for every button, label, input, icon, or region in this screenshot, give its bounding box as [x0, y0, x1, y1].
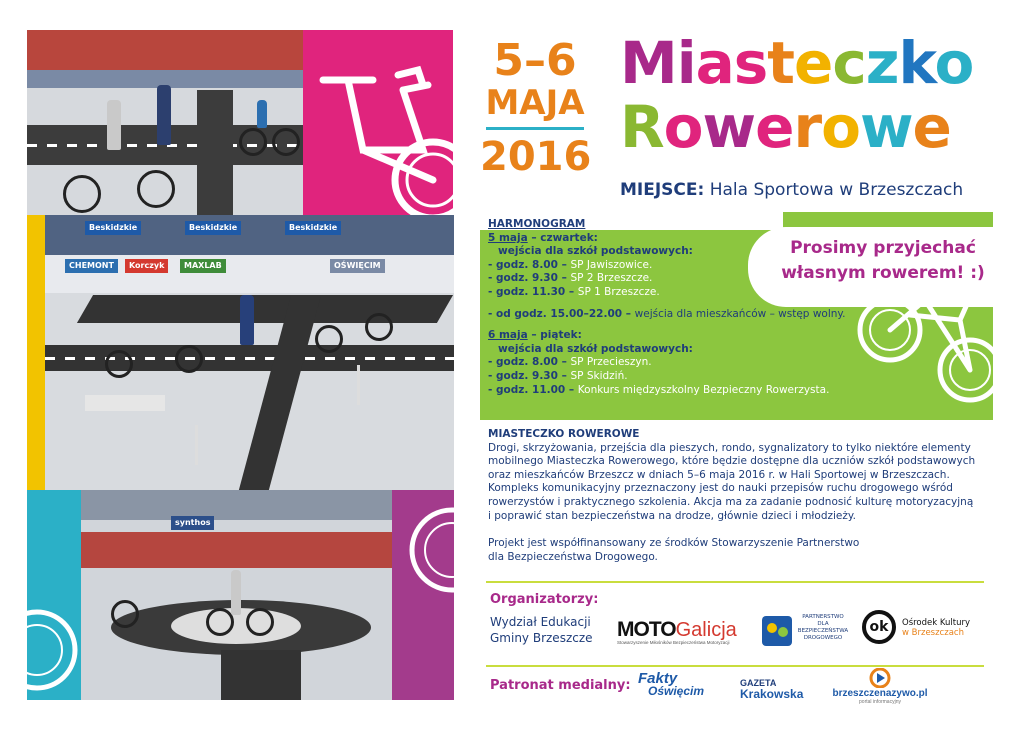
title-letter: r	[793, 93, 822, 161]
divider-1	[486, 581, 984, 583]
galicja-text: Galicja	[675, 619, 737, 641]
funding-line: dla Bezpieczeństwa Drogowego.	[488, 550, 658, 563]
about-heading: MIASTECZKO ROWEROWE	[488, 428, 640, 440]
about-line: Kompleks komunikacyjny przeznaczony jest do nauki przepisów ruchu drogowego wśród	[488, 482, 953, 495]
photo-hall-top	[27, 30, 303, 215]
item-time: - godz. 8.00 –	[488, 356, 571, 369]
item-school: SP 1 Brzeszcze.	[577, 285, 660, 298]
ok-badge	[862, 610, 896, 644]
title-letter: M	[620, 29, 677, 97]
organizer-dept	[490, 614, 593, 646]
title-line-1	[620, 29, 1000, 97]
schedule-heading: HARMONOGRAM	[488, 218, 586, 230]
title-letter: e	[755, 93, 794, 161]
title-letter: c	[832, 29, 866, 97]
title-letter: R	[620, 93, 664, 161]
day1-sub: wejścia dla szkół podstawowych:	[498, 245, 693, 258]
day2-weekday: – piątek:	[527, 329, 582, 342]
banner: synthos	[171, 516, 214, 530]
title-letter: s	[733, 29, 768, 97]
about-line: oraz mieszkańców Brzeszcz w dniach 5–6 maja 2016 r. w Hali Sportowej w Brzeszczach.	[488, 468, 950, 481]
brzeszczenazywo-logo	[830, 668, 930, 705]
schedule-item	[488, 356, 888, 370]
banner: Korczyk	[125, 259, 168, 273]
about-line: rowerzystów i praktycznego szkolenia. Akcja ma za zadanie podnosić kulturę motoryzacyjną	[488, 495, 974, 508]
item-school: SP Przecieszyn.	[570, 356, 652, 369]
title-letter: o	[821, 93, 860, 161]
divider-2	[486, 665, 984, 667]
title-line-2	[620, 93, 1000, 161]
fakty-logo	[638, 672, 704, 698]
title-letter: o	[934, 29, 974, 97]
event-title	[620, 29, 1000, 161]
schedule-open-hours	[488, 308, 888, 322]
day2-date: 6 maja	[488, 329, 528, 342]
funding-line: Projekt jest współfinansowany ze środków Stowarzyszenie Partnerstwo	[488, 537, 860, 550]
date-days: 5–6	[493, 35, 577, 86]
about-line: i poprawić stan bezpieczeństwa na drodze, głównie dzieci i młodzieży.	[488, 509, 856, 522]
banner: MAXLAB	[180, 259, 226, 273]
dept-line-2: Gminy Brzeszcze	[490, 631, 593, 645]
gazeta-krakowska-logo	[740, 678, 803, 700]
motogalicja-logo	[617, 618, 737, 645]
about-line: mobilnego Miasteczka Rowerowego, które będzie dostępne dla uczniów szkół podstawowych	[488, 455, 976, 468]
date-year: 2016	[480, 134, 592, 180]
media-label: Patronat medialny:	[490, 678, 631, 693]
item-time: - godz. 11.00 –	[488, 383, 578, 396]
item-school: SP Jawiszowice.	[570, 258, 653, 271]
title-letter: e	[794, 29, 833, 97]
banner: OŚWIĘCIM	[330, 259, 385, 273]
partner-line: DROGOWEGO	[803, 635, 843, 641]
title-letter: w	[859, 93, 913, 161]
day1-date: 5 maja	[488, 231, 528, 244]
title-letter: k	[898, 29, 935, 97]
banner: Beskidzkie	[185, 221, 241, 235]
item-school: SP 2 Brzeszcze.	[570, 272, 653, 285]
partner-line: PARTNERSTWO	[802, 614, 844, 620]
date-divider	[486, 127, 584, 130]
title-letter: t	[767, 29, 795, 97]
date-block	[480, 35, 592, 180]
schedule-item	[488, 286, 888, 300]
item-time: - godz. 11.30 –	[488, 285, 578, 298]
title-letter: z	[865, 29, 899, 97]
title-letter: o	[663, 93, 703, 161]
ok-line-2: w Brzeszczach	[902, 628, 964, 638]
cyan-wheel-block	[27, 490, 81, 700]
banner: CHEMONT	[65, 259, 118, 273]
item-school: Konkurs międzyszkolny Bezpieczny Rowerzysta.	[577, 383, 830, 396]
bn-subtitle: portal informacyjny	[859, 699, 901, 705]
moto-subtitle: Stowarzyszenie Miłośników Bezpieczeństwa Motoryzacji	[617, 640, 730, 645]
banner: Beskidzkie	[85, 221, 141, 235]
day2-sub: wejścia dla szkół podstawowych:	[498, 342, 693, 355]
callout-line-1: Prosimy przyjechać	[790, 238, 976, 258]
bn-text: brzeszczenazywo.pl	[832, 688, 928, 699]
title-letter: a	[695, 29, 734, 97]
date-month: MAJA	[485, 83, 585, 123]
title-letter: i	[676, 29, 696, 97]
title-letter: e	[912, 93, 951, 161]
play-circle-icon	[869, 668, 891, 688]
venue	[620, 180, 963, 200]
road-safety-icon	[760, 614, 794, 648]
item-time: - godz. 8.00 –	[488, 258, 571, 271]
schedule	[488, 218, 888, 397]
partnerstwo-logo	[760, 612, 850, 656]
partner-line: BEZPIECZEŃSTWA	[797, 628, 849, 634]
open-time: - od godz. 15.00–22.00 –	[488, 307, 635, 320]
yellow-stripe	[27, 215, 45, 490]
fakty-text: Fakty	[638, 670, 678, 687]
gazeta-text: GAZETA	[740, 678, 777, 688]
ok-line-1: Ośrodek Kultury	[902, 618, 971, 628]
schedule-item	[488, 259, 888, 273]
purple-wheel-block	[392, 490, 454, 700]
bicycle-icon	[303, 30, 453, 215]
item-school: SP Skidziń.	[570, 369, 628, 382]
venue-label: MIEJSCE:	[620, 180, 705, 200]
magenta-bike-block	[303, 30, 453, 215]
ok-badge-text: ok	[869, 619, 889, 635]
day2-header	[488, 329, 888, 343]
day1-weekday: – czwartek:	[527, 231, 598, 244]
krakowska-text: Krakowska	[740, 687, 804, 701]
day1-header	[488, 232, 888, 246]
title-letter: w	[702, 93, 756, 161]
partner-line: DLA	[817, 621, 829, 627]
schedule-item	[488, 370, 888, 384]
callout-line-2: własnym rowerem! :)	[781, 263, 985, 283]
venue-value: Hala Sportowa w Brzeszczach	[704, 180, 964, 200]
photo-hall-middle	[45, 215, 454, 490]
dept-line-1: Wydział Edukacji	[490, 615, 591, 629]
banner: Beskidzkie	[285, 221, 341, 235]
item-time: - godz. 9.30 –	[488, 272, 571, 285]
oswiecim-text: Oświęcim	[648, 684, 705, 698]
schedule-item	[488, 272, 888, 286]
photo-hall-bottom	[81, 490, 392, 700]
about-line: Drogi, skrzyżowania, przejścia dla pieszych, rondo, sygnalizatory to tylko niektóre elementy	[488, 441, 971, 454]
organizers-label: Organizatorzy:	[490, 592, 599, 607]
schedule-item	[488, 384, 888, 398]
about-section	[488, 428, 998, 564]
osrodek-kultury-logo	[862, 610, 992, 654]
open-text: wejścia dla mieszkańców – wstęp wolny.	[634, 307, 846, 320]
moto-text: MOTO	[617, 618, 676, 641]
item-time: - godz. 9.30 –	[488, 369, 571, 382]
